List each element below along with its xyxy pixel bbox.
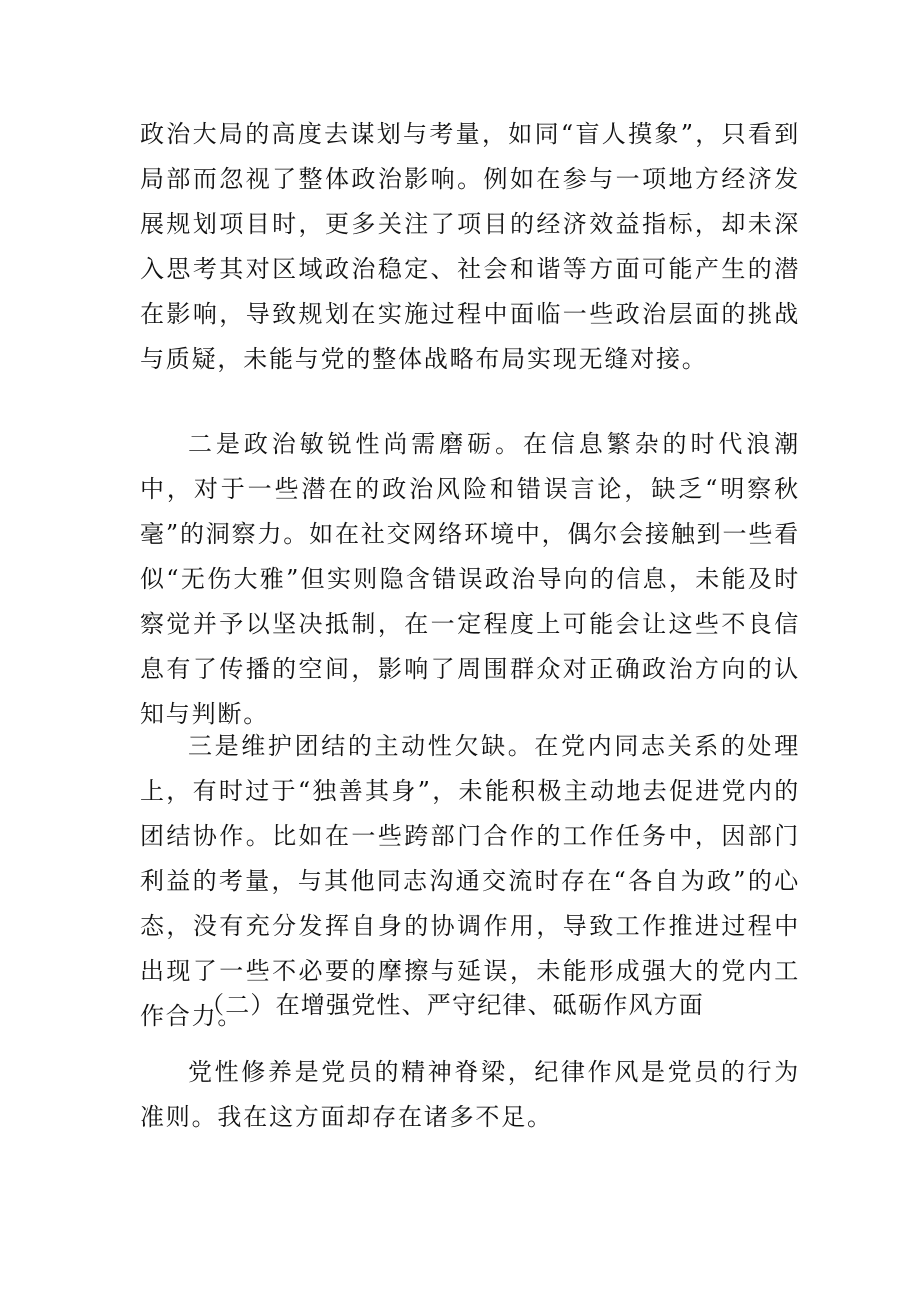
paragraph-political-sensitivity: 二是政治敏锐性尚需磨砺。在信息繁杂的时代浪潮中，对于一些潜在的政治风险和错误言论，缺乏“明察秋毫”的洞察力。如在社交网络环境中，偶尔会接触到一些看似“无伤大雅”但实则隐含错误政治导向的信息，未能及时察觉并予以坚决抵制，在一定程度上可能会让这些不良信息有了传播的空间，影响了周围群众对正确政治方向的认知与判断。 bbox=[140, 430, 800, 728]
section-heading: （二）在增强党性、严守纪律、砥砺作风方面 bbox=[200, 991, 704, 1019]
paragraph-continued-political-overview: 政治大局的高度去谋划与考量，如同“盲人摸象”，只看到局部而忽视了整体政治影响。例如在参与一项地方经济发展规划项目时，更多关注了项目的经济效益指标，却未深入思考其对区域政治稳定、社会和谐等方面可能产生的潜在影响，导致规划在实施过程中面临一些政治层面的挑战与质疑，未能与党的整体战略布局实现无缝对接。 bbox=[140, 120, 800, 373]
paragraph-unity-maintenance: 三是维护团结的主动性欠缺。在党内同志关系的处理上，有时过于“独善其身”，未能积极主动地去促进党内的团结协作。比如在一些跨部门合作的工作任务中，因部门利益的考量，与其他同志沟通交流时存在“各自为政”的心态，没有充分发挥自身的协调作用，导致工作推进过程中出现了一些不必要的摩擦与延误，未能形成强大的党内工作合力。 bbox=[140, 732, 800, 1030]
paragraph-party-spirit-intro: 党性修养是党员的精神脊梁，纪律作风是党员的行为准则。我在这方面却存在诸多不足。 bbox=[140, 1058, 800, 1131]
